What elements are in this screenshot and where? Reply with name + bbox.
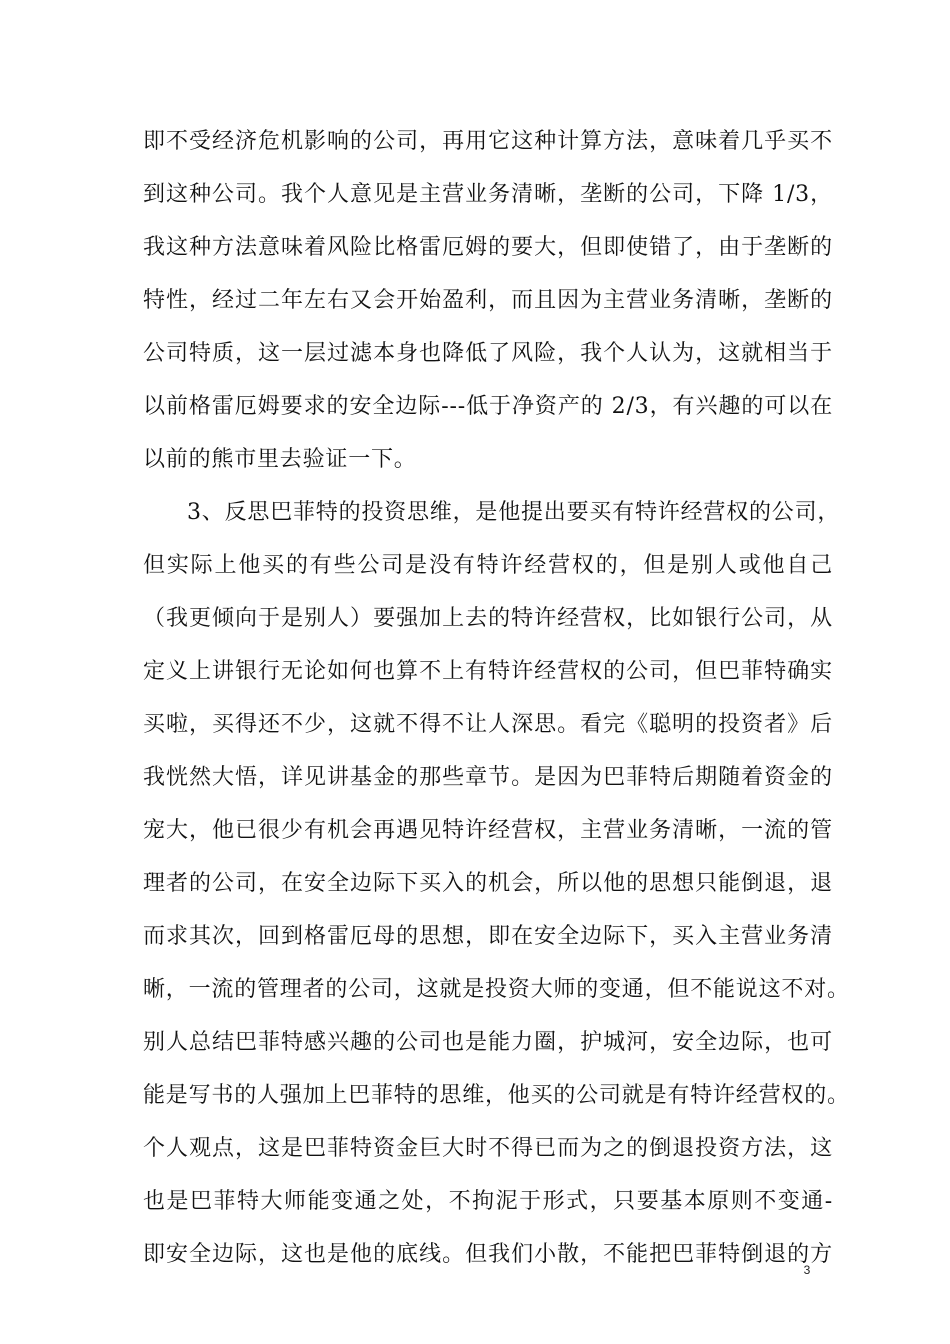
text-line: 宠大，他已很少有机会再遇见特许经营权，主营业务清晰，一流的管 [143,818,833,843]
text-line: 别人总结巴菲特感兴趣的公司也是能力圈，护城河，安全边际，也可 [143,1030,833,1055]
text-line: 而求其次，回到格雷厄母的思想，即在安全边际下，买入主营业务清 [143,924,833,949]
text-line: 公司特质，这一层过滤本身也降低了风险，我个人认为，这就相当于 [143,341,833,366]
text-line: 即不受经济危机影响的公司，再用它这种计算方法，意味着几乎买不 [143,129,833,154]
page-number: 3 [803,1263,811,1277]
text-line: 我这种方法意味着风险比格雷厄姆的要大，但即使错了，由于垄断的 [143,235,833,260]
text-line: 以前的熊市里去验证一下。 [143,447,417,472]
text-line: 我恍然大悟，详见讲基金的那些章节。是因为巴菲特后期随着资金的 [143,765,833,790]
text-line: 定义上讲银行无论如何也算不上有特许经营权的公司，但巴菲特确实 [143,659,833,684]
text-line: （我更倾向于是别人）要强加上去的特许经营权，比如银行公司，从 [143,606,833,631]
text-line: 也是巴菲特大师能变通之处，不拘泥于形式，只要基本原则不变通- [143,1189,833,1214]
text-line: 特性，经过二年左右又会开始盈利，而且因为主营业务清晰，垄断的 [143,288,833,313]
text-line: 晰，一流的管理者的公司，这就是投资大师的变通，但不能说这不对。 [143,977,850,1002]
text-line: 即安全边际，这也是他的底线。但我们小散，不能把巴菲特倒退的方 [143,1242,833,1267]
text-line: 但实际上他买的有些公司是没有特许经营权的，但是别人或他自己 [143,553,833,578]
text-line: 个人观点，这是巴菲特资金巨大时不得已而为之的倒退投资方法，这 [143,1136,833,1161]
paragraph-start-line: 3、反思巴菲特的投资思维，是他提出要买有特许经营权的公司， [187,500,841,525]
text-line: 以前格雷厄姆要求的安全边际---低于净资产的 2/3，有兴趣的可以在 [143,394,833,419]
text-line: 理者的公司，在安全边际下买入的机会，所以他的思想只能倒退，退 [143,871,833,896]
text-line: 能是写书的人强加上巴菲特的思维，他买的公司就是有特许经营权的。 [143,1083,850,1108]
text-line: 到这种公司。我个人意见是主营业务清晰，垄断的公司，下降 1/3， [143,182,833,207]
text-line: 买啦，买得还不少，这就不得不让人深思。看完《聪明的投资者》后 [143,712,833,737]
